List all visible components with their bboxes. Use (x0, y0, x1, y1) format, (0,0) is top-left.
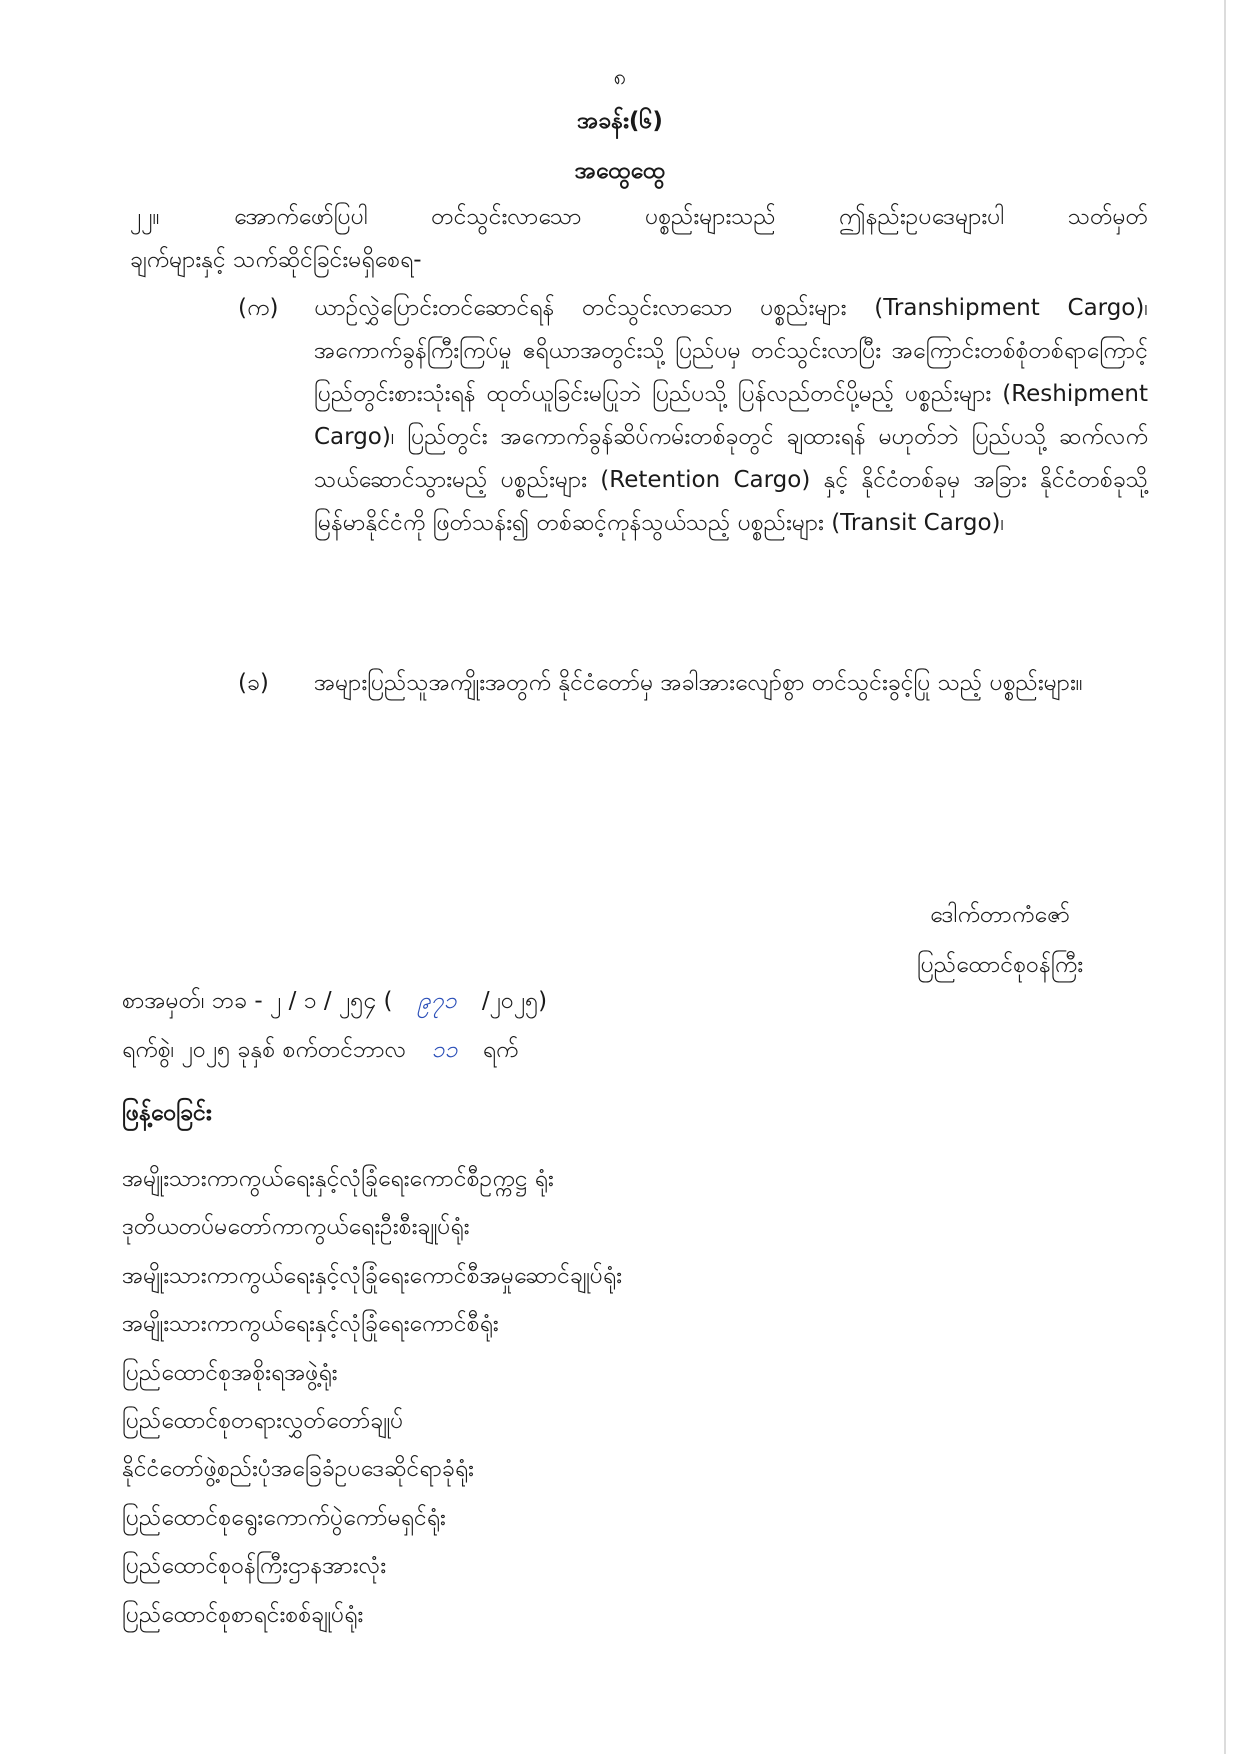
intro-line-2: ချက်များနှင့် သက်ဆိုင်ခြင်းမရှိစေရ- (130, 247, 422, 273)
distribution-list (122, 1164, 1022, 1648)
item-text: ယာဉ်လွှဲပြောင်းတင်ဆောင်ရန် တင်သွင်းလာသော ပစ္စည်းများ (Transhipment Cargo)၊ အကောက်ခွန်ကြီးကြပ်မှု ဧရိယာအတွင်းသို့ ပြည်ပမှ တင်သွင်းလာပြီး အကြောင်းတစ်စုံတစ်ရာကြောင့် ပြည်တွင်းစားသုံးရန် ထုတ်ယူခြင်းမပြုဘဲ ပြည်ပသို့ ပြန်လည်တင်ပို့မည့် ပစ္စည်းများ (Reshipment Cargo)၊ ပြည်တွင်း အကောက်ခွန်ဆိပ်ကမ်းတစ်ခုတွင် ချထားရန် မဟုတ်ဘဲ ပြည်ပသို့ ဆက်လက် သယ်ဆောင်သွားမည့် ပစ္စည်းများ (Retention Cargo) နှင့် နိုင်ငံတစ်ခုမှ အခြား နိုင်ငံတစ်ခုသို့ မြန်မာနိုင်ငံကို ဖြတ်သန်း၍ တစ်ဆင့်ကုန်သွယ်သည့် ပစ္စည်းများ (Transit Cargo)၊ (314, 295, 1148, 536)
list-item: ပြည်ထောင်စုရွေးကောက်ပွဲကော်မရှင်ရုံး (122, 1504, 446, 1531)
list-item: ပြည်ထောင်စုတရားလွှတ်တော်ချုပ် (122, 1407, 404, 1434)
date-suffix: ရက် (482, 1037, 519, 1063)
date-prefix: ရက်စွဲ၊ ၂၀၂၅ ခုနှစ် စက်တင်ဘာလ (122, 1037, 407, 1063)
chapter-subtitle: အထွေထွေ (574, 158, 666, 184)
signatory-title: ပြည်ထောင်စုဝန်ကြီး (916, 952, 1084, 978)
letter-number (122, 986, 547, 1020)
intro-line-1-text: အောက်ဖော်ပြပါ တင်သွင်းလာသော ပစ္စည်းများသည် ဤနည်းဥပဒေများပါ သတ်မှတ် (234, 204, 1148, 230)
list-item: အမျိုးသားကာကွယ်ရေးနှင့်လုံခြုံရေးကောင်စီရုံး (122, 1311, 499, 1338)
letter-date (122, 1035, 518, 1069)
list-item: အမျိုးသားကာကွယ်ရေးနှင့်လုံခြုံရေးကောင်စီဥက္ကဋ္ဌ ရုံး (122, 1166, 554, 1192)
letter-prefix: စာအမှတ်၊ ဘခ - ၂ / ၁ / ၂၅၄ ( (122, 988, 393, 1014)
letter-suffix: /၂၀၂၅) (481, 988, 548, 1014)
signature-block (880, 890, 1120, 990)
handwritten-letter-number: ၉၇၁ (417, 988, 457, 1014)
section-22-intro (130, 196, 1148, 282)
intro-line-1 (130, 196, 1148, 239)
section-number: ၂၂။ (130, 204, 160, 230)
scan-edge-line (1224, 0, 1226, 1754)
list-item-ka (238, 287, 1148, 545)
chapter-title: အခန်း(၆) (577, 108, 663, 134)
list-item: ပြည်ထောင်စုအစိုးရအဖွဲ့ရုံး (122, 1359, 338, 1386)
handwritten-date-day: ၁၁ (431, 1037, 458, 1063)
signatory-name: ဒေါက်တာကံဇော် (929, 902, 1071, 928)
list-item: အမျိုးသားကာကွယ်ရေးနှင့်လုံခြုံရေးကောင်စီအမှုဆောင်ချုပ်ရုံး (122, 1262, 622, 1289)
list-item: ပြည်ထောင်စုစာရင်းစစ်ချုပ်ရုံး (122, 1601, 364, 1628)
list-item-kha (238, 662, 1148, 705)
item-label: (ခ) (238, 670, 269, 696)
page-number: ၈ (613, 65, 627, 90)
item-label: (က) (238, 295, 279, 321)
distribution-heading: ဖြန့်ဝေခြင်း (122, 1100, 212, 1126)
list-item: ပြည်ထောင်စုဝန်ကြီးဌာနအားလုံး (122, 1553, 387, 1580)
item-text: အများပြည်သူအကျိုးအတွက် နိုင်ငံတော်မှ အခါအားလျော်စွာ တင်သွင်းခွင့်ပြု သည့် ပစ္စည်းများ။ (314, 670, 1083, 696)
list-item: နိုင်ငံတော်ဖွဲ့စည်းပုံအခြေခံဥပဒေဆိုင်ရာခုံရုံး (122, 1456, 474, 1483)
list-item: ဒုတိယတပ်မတော်ကာကွယ်ရေးဦးစီးချုပ်ရုံး (122, 1214, 470, 1241)
